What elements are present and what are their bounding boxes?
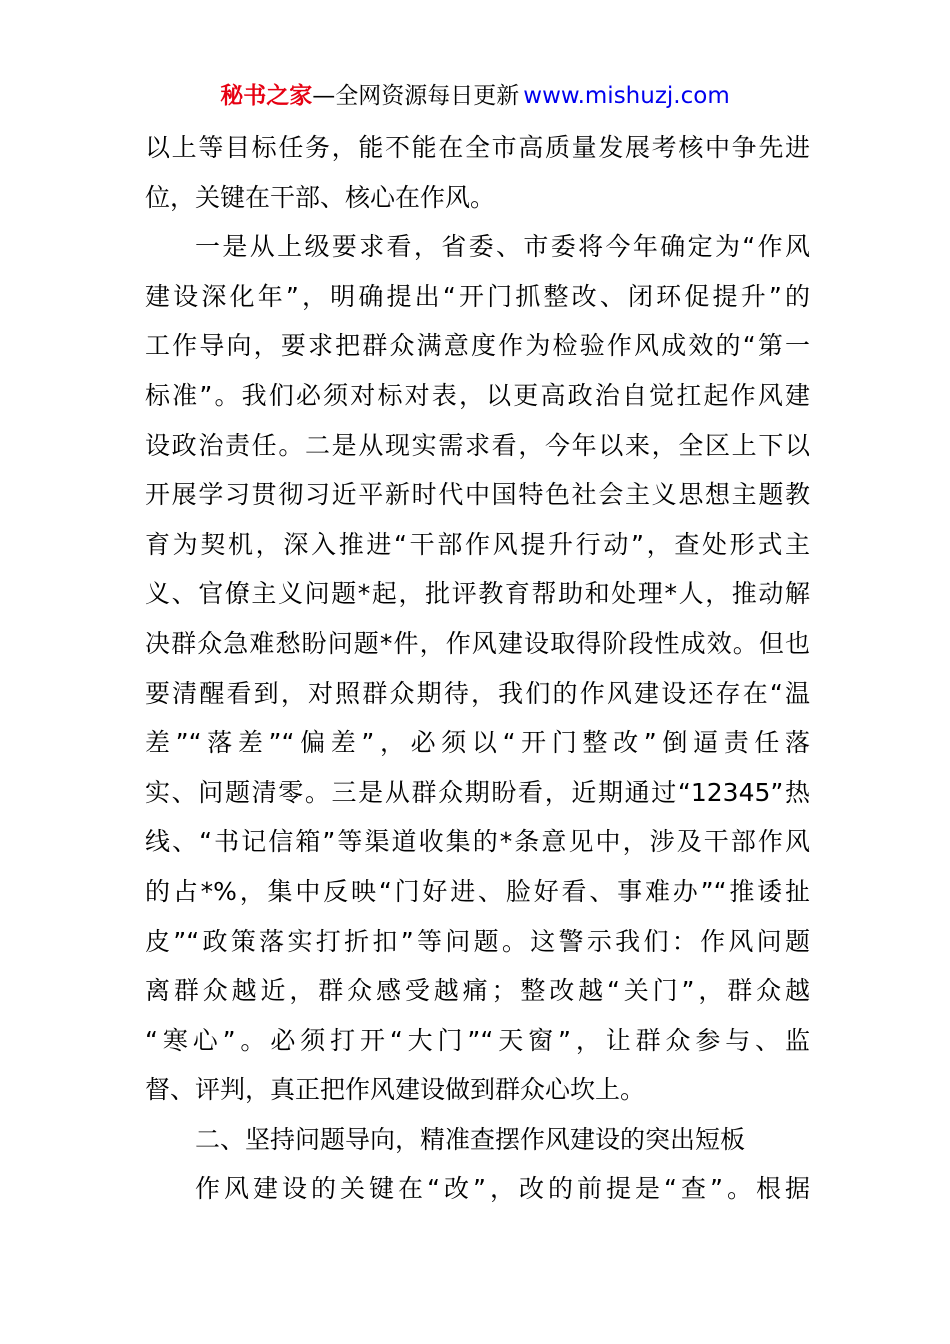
section-heading: 二、坚持问题导向，精准查摆作风建设的突出短板	[195, 1124, 746, 1154]
text-line: 以上等目标任务，能不能在全市高质量发展考核中争先进	[145, 133, 810, 162]
text-line: 实、问题清零。三是从群众期盼看，近期通过“12345”热	[145, 777, 810, 807]
text-line: 督、评判，真正把作风建设做到群众心坎上。	[145, 1075, 646, 1105]
text-line: 线、“书记信箱”等渠道收集的*条意见中，涉及干部作风	[145, 827, 810, 857]
header-tagline: —全网资源每日更新	[312, 83, 520, 109]
document-body	[145, 123, 810, 1214]
text-line: 的占*%，集中反映“门好进、脸好看、事难办”“推诿扯	[145, 876, 810, 906]
paragraph-start-line: 作风建设的关键在“改”，改的前提是“查”。根据	[195, 1174, 810, 1204]
text-line: 差”“落差”“偏差”，必须以“开门整改”倒逼责任落	[145, 728, 810, 758]
site-header	[0, 80, 950, 112]
site-url-link[interactable]: www.mishuzj.com	[523, 83, 730, 109]
text-line: “寒心”。必须打开“大门”“天窗”，让群众参与、监	[145, 1025, 810, 1055]
text-line: 设政治责任。二是从现实需求看，今年以来，全区上下以	[145, 430, 810, 460]
brand-name: 秘书之家	[220, 83, 313, 109]
text-line: 育为契机，深入推进“干部作风提升行动”，查处形式主	[145, 529, 810, 559]
text-line: 开展学习贯彻习近平新时代中国特色社会主义思想主题教	[145, 480, 810, 510]
text-line: 决群众急难愁盼问题*件，作风建设取得阶段性成效。但也	[145, 628, 810, 658]
text-line: 义、官僚主义问题*起，批评教育帮助和处理*人，推动解	[145, 579, 810, 609]
text-line: 要清醒看到，对照群众期待，我们的作风建设还存在“温	[145, 678, 810, 708]
text-line: 皮”“政策落实打折扣”等问题。这警示我们：作风问题	[145, 926, 810, 956]
text-line: 建设深化年”，明确提出“开门抓整改、闭环促提升”的	[145, 281, 810, 311]
text-line: 离群众越近，群众感受越痛；整改越“关门”，群众越	[145, 976, 810, 1006]
text-line: 工作导向，要求把群众满意度作为检验作风成效的“第一	[145, 331, 810, 361]
text-line: 位，关键在干部、核心在作风。	[145, 182, 496, 212]
paragraph-start-line: 一是从上级要求看，省委、市委将今年确定为“作风	[195, 232, 810, 262]
text-line: 标准”。我们必须对标对表，以更高政治自觉扛起作风建	[145, 380, 810, 410]
